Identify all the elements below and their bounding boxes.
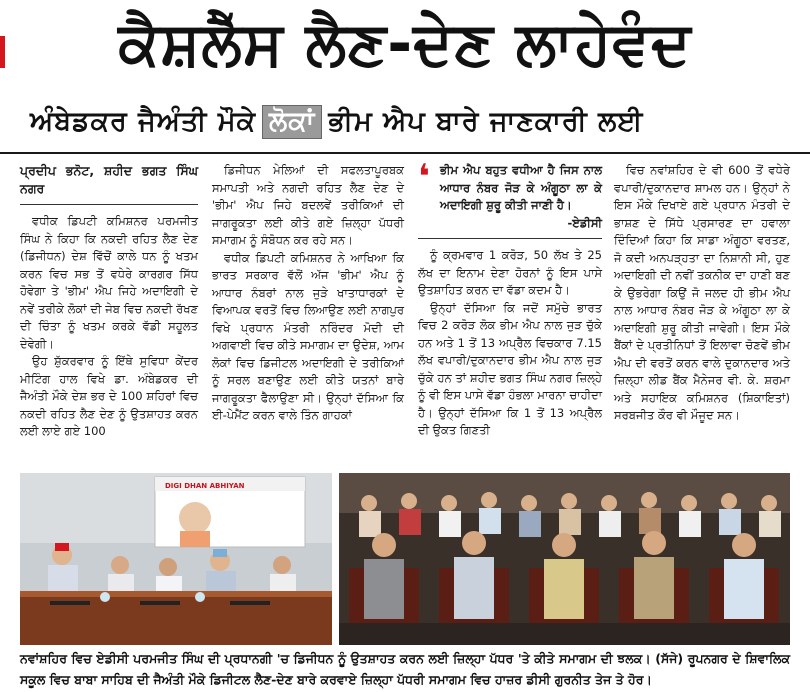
subhead-part-2: ਭੀਮ ਐਪ ਬਾਰੇ ਜਾਣਕਾਰੀ ਲਈ — [328, 106, 644, 137]
banner-text: DIGI DHAN ABHIYAN — [165, 482, 245, 490]
pull-quote — [418, 157, 602, 232]
article-column-1 — [20, 162, 198, 441]
article-body — [0, 157, 810, 470]
photo-meeting-hall — [20, 473, 332, 645]
subhead-boxed-word: ਲੋਕਾਂ — [262, 105, 322, 139]
paragraph: ਡਿਜੀਧਨ ਮੇਲਿਆਂ ਦੀ ਸਫਲਤਾਪੂਰਬਕ ਸਮਾਪਤੀ ਅਤੇ ਨਗਦੀ ਰਹਿਤ ਲੈਣ ਦੇਣ ਦੇ 'ਭੀਮ' ਐਪ ਜਿਹੇ ਬਦਲਵੇਂ ਤਰੀਕਿਆਂ ਦੀ ਜਾਗਰੂਕਤਾ ਲਈ ਕੀਤੇ ਗਏ ਜ਼ਿਲ੍ਹਾ ਪੱਧਰੀ ਸਮਾਗਮ ਨੂੰ ਸੰਬੋਧਨ ਕਰ ਰਹੇ ਸਨ। — [212, 163, 404, 247]
headline-rule — [0, 152, 810, 154]
paragraph: ਵਧੀਕ ਡਿਪਟੀ ਕਮਿਸ਼ਨਰ ਨੇ ਆਖਿਆ ਕਿ ਭਾਰਤ ਸਰਕਾਰ ਵੱਲੋਂ ਅੱਜ 'ਭੀਮ' ਐਪ ਨੂੰ ਆਧਾਰ ਨੰਬਰਾਂ ਨਾਲ ਜੁੜੇ ਖਾਤਾਧਾਰਕਾਂ ਦੇ ਵਿਆਪਕ ਵਰਤੋਂ ਵਿਚ ਲਿਆਉਣ ਲਈ ਨਾਗਪੁਰ ਵਿਖੇ ਪ੍ਰਧਾਨ ਮੰਤਰੀ ਨਰਿੰਦਰ ਮੋਦੀ ਦੀ ਅਗਵਾਈ ਵਿਚ ਕੀਤੇ ਸਮਾਗਮ ਦਾ ਉਦੇਸ਼, ਆਮ ਲੋਕਾਂ ਵਿਚ ਡਿਜੀਟਲ ਅਦਾਇਗੀ ਦੇ ਤਰੀਕਿਆਂ ਨੂੰ ਸਰਲ ਬਣਾਉਣ ਲਈ ਕੀਤੇ ਯਤਨਾਂ ਬਾਰੇ ਜਾਗਰੂਕਤਾ ਫੈਲਾਉਣਾ ਸੀ। ਉਨ੍ਹਾਂ ਦੱਸਿਆ ਕਿ ਈ-ਪੇਮੈਂਟ ਕਰਨ ਵਾਲੇ ਤਿੰਨ ਗਾਹਕਾਂ — [212, 250, 404, 422]
article-column-4 — [614, 162, 790, 425]
paragraph: ਨੂੰ ਕ੍ਰਮਵਾਰ 1 ਕਰੋੜ, 50 ਲੱਖ ਤੇ 25 ਲੱਖ ਦਾ ਇਨਾਮ ਦੇਣਾ ਹੋਰਨਾਂ ਨੂੰ ਇਸ ਪਾਸੇ ਉਤਸ਼ਾਹਿਤ ਕਰਨ ਦਾ ਵੱਡਾ ਕਦਮ ਹੈ। — [418, 248, 602, 297]
pull-quote-source: -ਏਡੀਸੀ — [567, 215, 602, 230]
paragraph: ਵਿਚ ਨਵਾਂਸ਼ਹਿਰ ਦੇ ਵੀ 600 ਤੋਂ ਵਧੇਰੇ ਵਪਾਰੀ/ਦੁਕਾਨਦਾਰ ਸ਼ਾਮਲ ਹਨ। ਉਨ੍ਹਾਂ ਨੇ ਇਸ ਮੌਕੇ ਦਿਖਾਏ ਗਏ ਪ੍ਰਧਾਨ ਮੰਤਰੀ ਦੇ ਭਾਸ਼ਣ ਦੇ ਸਿੱਧੇ ਪ੍ਰਸਾਰਣ ਦਾ ਹਵਾਲਾ ਦਿੰਦਿਆਂ ਕਿਹਾ ਕਿ ਸਾਡਾ ਅੰਗੂਠਾ ਵਰਤਣ, ਜੋ ਕਦੀ ਅਨਪੜ੍ਹਤਾ ਦਾ ਨਿਸ਼ਾਨੀ ਸੀ, ਹੁਣ ਅਦਾਇਗੀ ਦੀ ਨਵੀਂ ਤਕਨੀਕ ਦਾ ਹਾਣੀ ਬਣ ਕੇ ਉਭਰੇਗਾ ਕਿਉਂ ਜੋ ਜਲਦ ਹੀ ਭੀਮ ਐਪ ਨਾਲ ਆਧਾਰ ਨੰਬਰ ਜੋੜ ਕੇ ਅੰਗੂਠਾ ਲਾ ਕੇ ਅਦਾਇਗੀ ਸ਼ੁਰੂ ਕੀਤੀ ਜਾਵੇਗੀ। ਇਸ ਮੌਕੇ ਬੈਂਕਾਂ ਦੇ ਪ੍ਰਤੀਨਿਧਾਂ ਤੋਂ ਇਲਾਵਾ ਚੋਣਵੇਂ ਭੀਮ ਐਪ ਦੀ ਵਰਤੋਂ ਕਰਨ ਵਾਲੇ ਦੁਕਾਨਦਾਰ ਅਤੇ ਜ਼ਿਲ੍ਹਾ ਲੀਡ ਬੈਂਕ ਮੈਨੇਜਰ ਵੀ. ਕੇ. ਸ਼ਰਮਾ ਅਤੇ ਸਹਾਇਕ ਕਮਿਸ਼ਨਰ (ਸ਼ਿਕਾਇਤਾਂ) ਸਰਬਜੀਤ ਕੌਰ ਵੀ ਮੌਜੂਦ ਸਨ। — [614, 163, 790, 422]
quote-rule — [418, 238, 602, 239]
article-column-2 — [212, 162, 404, 425]
pull-quote-text: ਭੀਮ ਐਪ ਬਹੁਤ ਵਧੀਆ ਹੈ ਜਿਸ ਨਾਲ ਆਧਾਰ ਨੰਬਰ ਜੋੜ ਕੇ ਅੰਗੂਠਾ ਲਾ ਕੇ ਅਦਾਇਗੀ ਸ਼ੁਰੂ ਕੀਤੀ ਜਾਣੀ ਹੈ। — [440, 163, 602, 212]
paragraph: ਉਨ੍ਹਾਂ ਦੱਸਿਆ ਕਿ ਜਦੋਂ ਸਮੁੱਚੇ ਭਾਰਤ ਵਿਚ 2 ਕਰੋੜ ਲੋਕ ਭੀਮ ਐਪ ਨਾਲ ਜੁੜ ਚੁੱਕੇ ਹਨ ਅਤੇ 1 ਤੋਂ 13 ਅਪ੍ਰੈਲ ਵਿਚਕਾਰ 7.15 ਲੱਖ ਵਪਾਰੀ/ਦੁਕਾਨਦਾਰ ਭੀਮ ਐਪ ਨਾਲ ਜੁੜ ਚੁੱਕੇ ਹਨ ਤਾਂ ਸ਼ਹੀਦ ਭਗਤ ਸਿੰਘ ਨਗਰ ਜ਼ਿਲ੍ਹੇ ਨੂੰ ਵੀ ਇਸ ਪਾਸੇ ਵੱਡਾ ਹੰਭਲਾ ਮਾਰਨਾ ਚਾਹੀਦਾ ਹੈ। ਉਨ੍ਹਾਂ ਦੱਸਿਆ ਕਿ 1 ਤੋਂ 13 ਅਪ੍ਰੈਲ ਦੀ ਉਕਤ ਗਿਣਤੀ — [418, 300, 602, 437]
paragraph: ਵਧੀਕ ਡਿਪਟੀ ਕਮਿਸ਼ਨਰ ਪਰਮਜੀਤ ਸਿੰਘ ਨੇ ਕਿਹਾ ਕਿ ਨਕਦੀ ਰਹਿਤ ਲੈਣ ਦੇਣ (ਡਿਜੀਧਨ) ਦੇਸ਼ ਵਿੱਚੋਂ ਕਾਲੇ ਧਨ ਨੂੰ ਖਤਮ ਕਰਨ ਵਿਚ ਸਭ ਤੋਂ ਵਧੇਰੇ ਕਾਰਗਰ ਸਿੱਧ ਹੋਵੇਗਾ ਤੇ 'ਭੀਮ' ਐਪ ਜਿਹੇ ਅਦਾਇਗੀ ਦੇ ਨਵੇਂ ਤਰੀਕੇ ਲੋਕਾਂ ਦੀ ਜੇਬ ਵਿਚ ਨਕਦੀ ਰੱਖਣ ਦੀ ਚਿੰਤਾ ਨੂੰ ਖਤਮ ਕਰਕੇ ਵੱਡੀ ਸਹੂਲਤ ਦੇਵੇਗੀ। — [20, 214, 198, 351]
meeting-hall-image — [20, 473, 332, 645]
paragraph: ਉਹ ਸ਼ੁੱਕਰਵਾਰ ਨੂੰ ਇੱਥੇ ਸੁਵਿਧਾ ਕੇਂਦਰ ਮੀਟਿੰਗ ਹਾਲ ਵਿਖੇ ਡਾ. ਅੰਬੇਡਕਰ ਦੀ ਜੈਅੰਤੀ ਮੌਕੇ ਦੇਸ਼ ਭਰ ਦੇ 100 ਸ਼ਹਿਰਾਂ ਵਿਚ ਨਕਦੀ ਰਹਿਤ ਲੈਣ ਦੇਣ ਨੂੰ ਉਤਸ਼ਾਹਤ ਕਰਨ ਲਈ ਲਾਏ ਗਏ 100 — [20, 354, 198, 438]
byline: ਪ੍ਰਦੀਪ ਭਨੋਟ, ਸ਼ਹੀਦ ਭਗਤ ਸਿੰਘ ਨਗਰ — [20, 163, 198, 196]
article-column-3 — [418, 157, 602, 440]
audience-image — [339, 473, 790, 645]
photo-caption: ਨਵਾਂਸ਼ਹਿਰ ਵਿਚ ਏਡੀਸੀ ਪਰਮਜੀਤ ਸਿੰਘ ਦੀ ਪ੍ਰਧਾਨਗੀ 'ਚ ਡਿਜੀਧਨ ਨੂੰ ਉਤਸ਼ਾਹਤ ਕਰਨ ਲਈ ਜ਼ਿਲ੍ਹਾ ਪੱਧਰ 'ਤੇ ਕੀਤੇ ਸਮਾਗਮ ਦੀ ਝਲਕ। (ਸੱਜੇ) ਰੂਪਨਗਰ ਦੇ ਸ਼ਿਵਾਲਿਕ ਸਕੂਲ ਵਿਚ ਬਾਬਾ ਸਾਹਿਬ ਦੀ ਜੈਅੰਤੀ ਮੌਕੇ ਡਿਜੀਟਲ ਲੈਣ-ਦੇਣ ਬਾਰੇ ਕਰਵਾਏ ਜ਼ਿਲ੍ਹਾ ਪੱਧਰੀ ਸਮਾਗਮ ਵਿਚ ਹਾਜ਼ਰ ਡੀਸੀ ਗੁਰਨੀਤ ਤੇਜ ਤੇ ਹੋਰ। — [20, 651, 790, 687]
subheadline — [30, 100, 643, 144]
subhead-part-1: ਅੰਬੇਡਕਰ ਜੈਅੰਤੀ ਮੌਕੇ — [30, 106, 257, 137]
photo-audience — [339, 473, 790, 645]
quote-mark-icon: ❛ — [418, 157, 430, 197]
headline: ਕੈਸ਼ਲੈੱਸ ਲੈਣ-ਦੇਣ ਲਾਹੇਵੰਦ — [118, 9, 692, 79]
byline-rule — [20, 204, 198, 205]
